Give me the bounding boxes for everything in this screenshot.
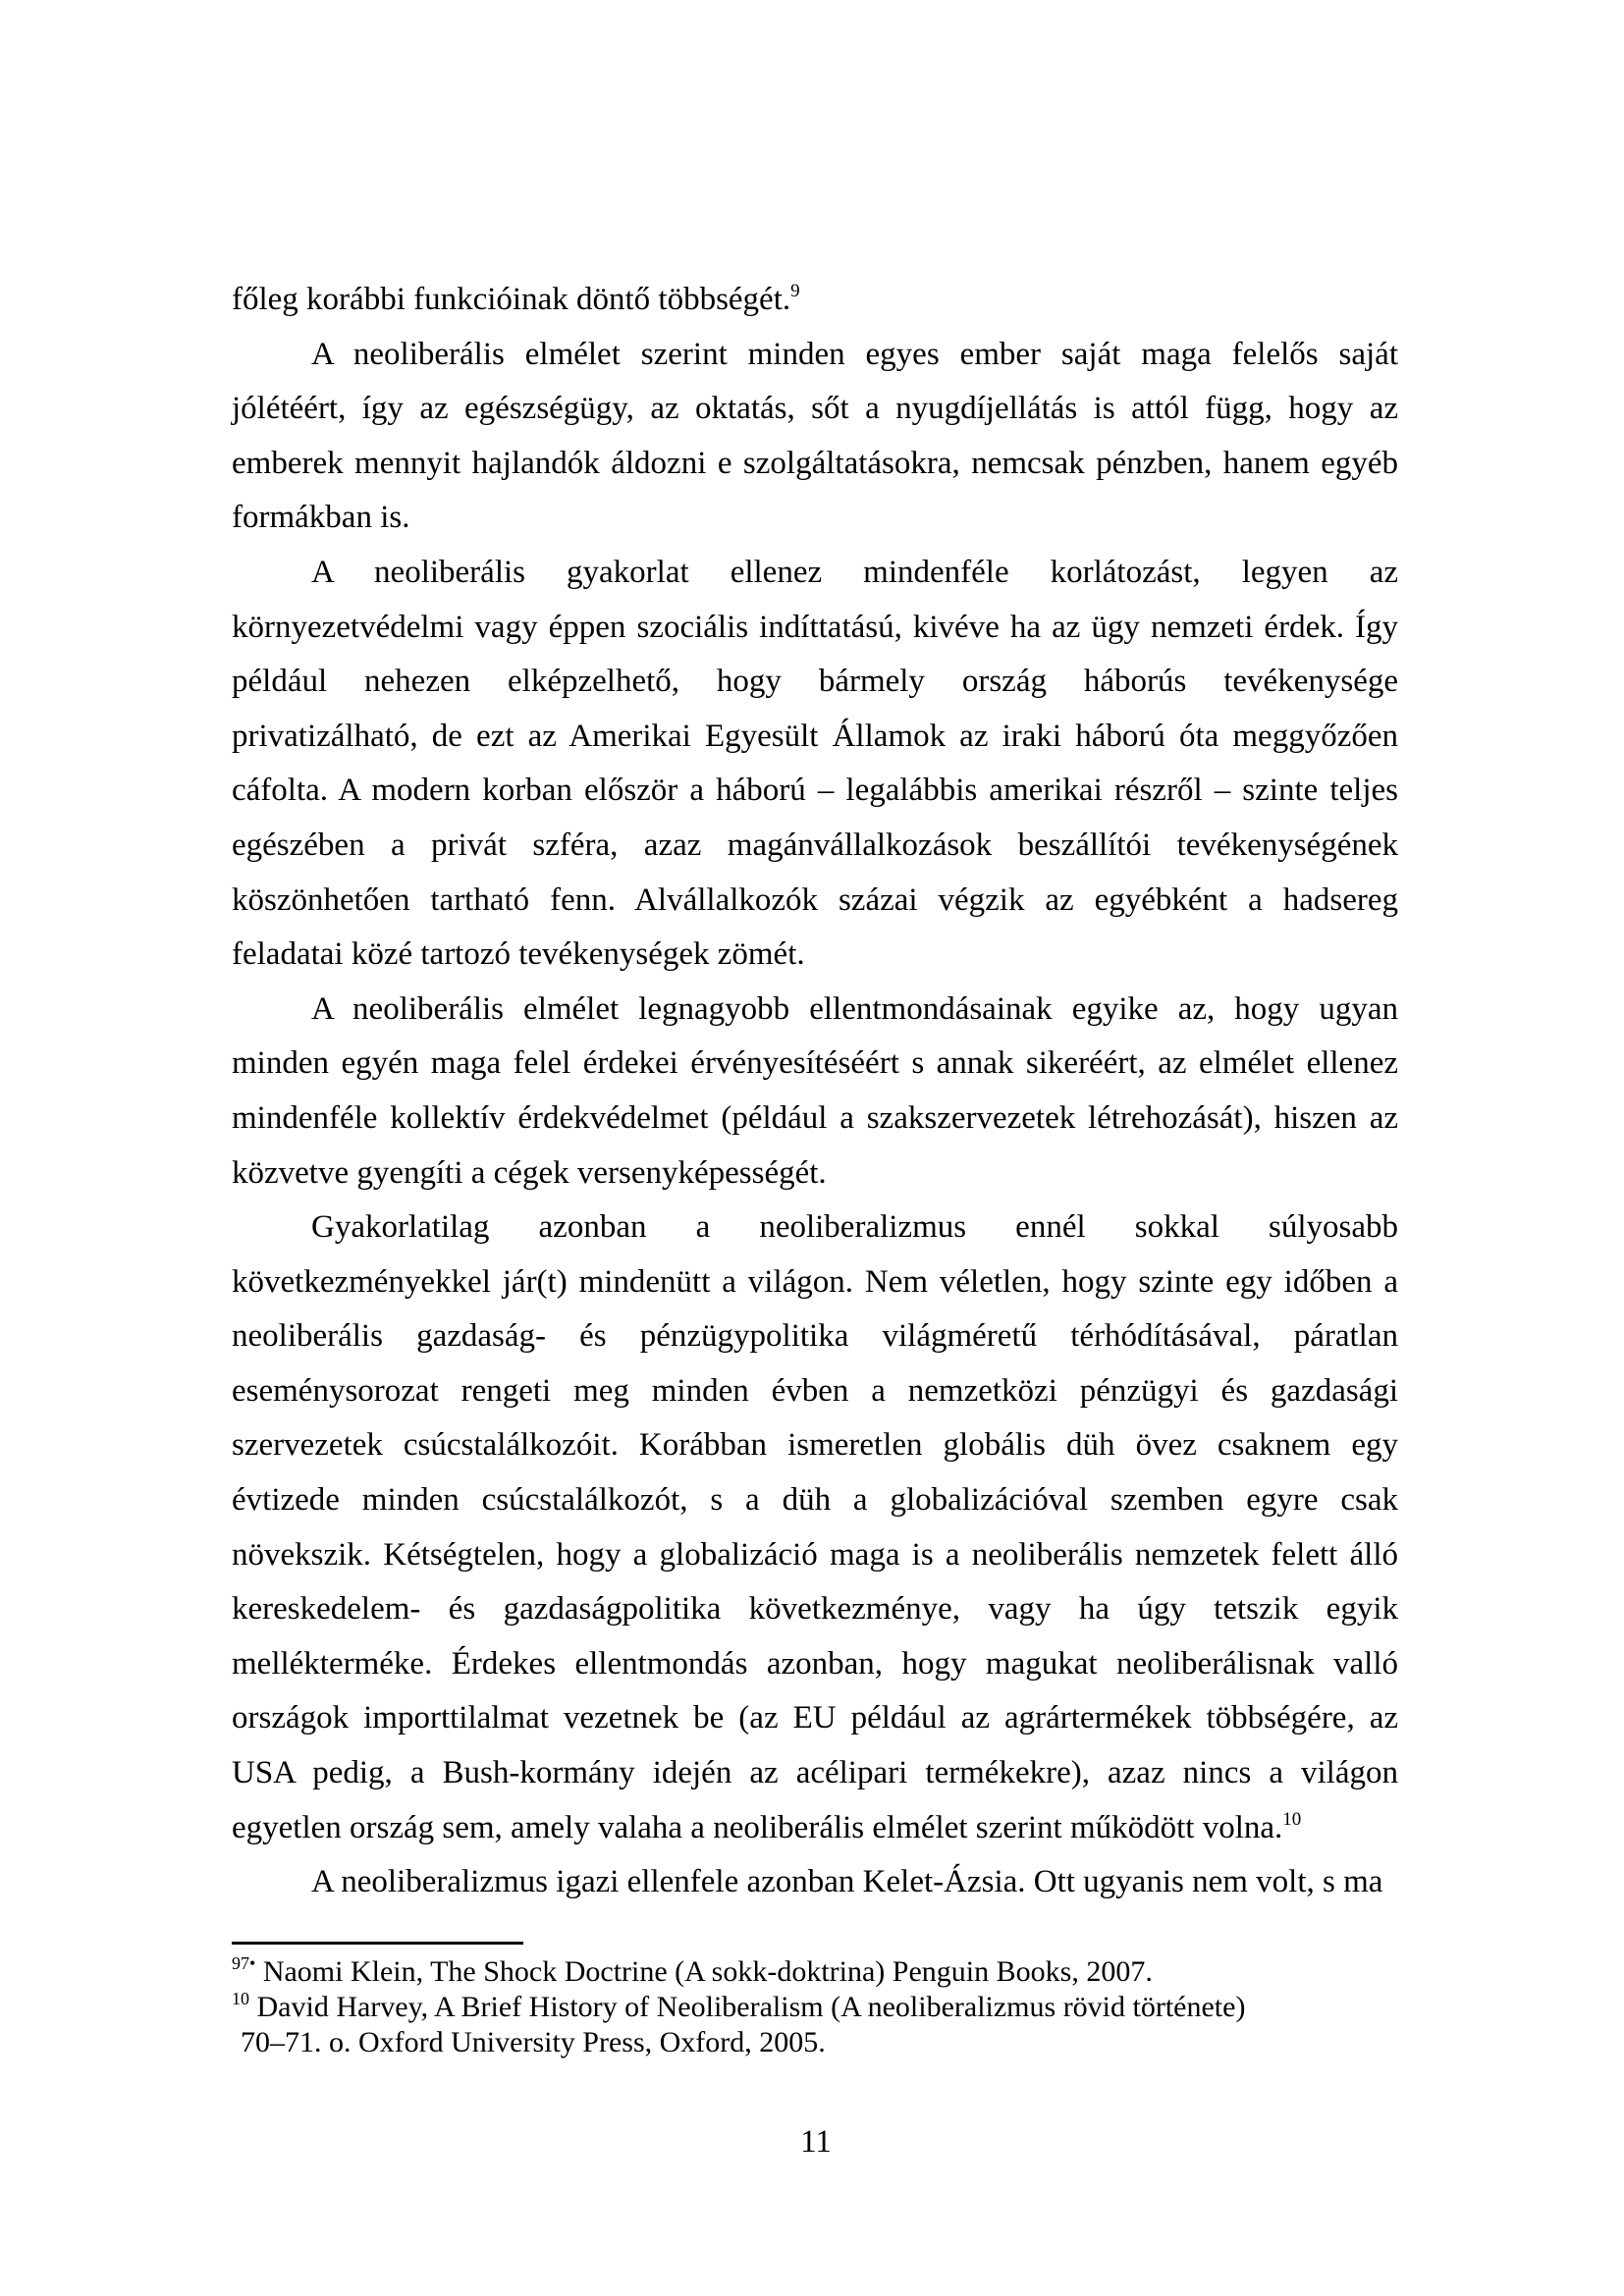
footnote <box>232 1954 1398 1990</box>
line-text: neoliberális gazdaság- és pénzügypolitika világméretű térhódításával, páratlan <box>232 1318 1398 1355</box>
text-line <box>232 1473 1398 1528</box>
footnote-line <box>232 1954 1398 1990</box>
line-text: közvetve gyengíti a cégek versenyképességét. <box>232 1154 827 1191</box>
line-text: kereskedelem- és gazdaságpolitika következménye, vagy ha úgy tetszik egyik <box>232 1591 1398 1628</box>
paragraph <box>232 328 1398 546</box>
footnote-mark: 10 <box>232 1989 249 2008</box>
footnote-text: David Harvey, A Brief History of Neoliberalism (A neoliberalizmus rövid története) <box>256 1991 1246 2023</box>
line-text: emberek mennyit hajlandók áldozni e szolgáltatásokra, nemcsak pénzben, hanem egyéb <box>232 445 1398 481</box>
footnote-text: Naomi Klein, The Shock Doctrine (A sokk-doktrina) Penguin Books, 2007. <box>262 1955 1153 1988</box>
line-text: következményekkel jár(t) mindenütt a világon. Nem véletlen, hogy szinte egy időben a <box>232 1263 1398 1300</box>
line-text: A neoliberalizmus igazi ellenfele azonban Kelet-Ázsia. Ott ugyanis nem volt, s ma <box>311 1864 1383 1900</box>
line-text: környezetvédelmi vagy éppen szociális indíttatású, kivéve ha az ügy nemzeti érdek. Így <box>232 609 1398 645</box>
line-text: főleg korábbi funkcióinak döntő többségét. <box>232 282 791 317</box>
line-text: mindenféle kollektív érdekvédelmet (például a szakszervezetek létrehozását), hiszen az <box>232 1099 1398 1136</box>
text-line <box>232 928 1398 983</box>
line-text: mellékterméke. Érdekes ellentmondás azonban, hogy magukat neoliberálisnak valló <box>232 1645 1398 1682</box>
text-line <box>232 273 1398 328</box>
paragraph <box>232 1855 1398 1910</box>
text-line <box>232 1037 1398 1092</box>
text-line <box>232 546 1398 601</box>
text-line <box>232 1582 1398 1637</box>
footnote <box>232 1990 1398 2060</box>
paragraph <box>232 983 1398 1201</box>
text-line <box>232 1364 1398 1419</box>
line-text: cáfolta. A modern korban először a háború – legalábbis amerikai részről – szinte teljes <box>232 773 1398 809</box>
text-line <box>232 328 1398 383</box>
line-text: minden egyén maga felel érdekei érvényesítéséért s annak sikeréért, az elmélet ellenez <box>232 1045 1398 1082</box>
line-text: feladatai közé tartozó tevékenységek zömét. <box>232 936 805 973</box>
text-line <box>232 1092 1398 1147</box>
text-line <box>232 1201 1398 1255</box>
line-text: Gyakorlatilag azonban a neoliberalizmus ennél sokkal súlyosabb <box>311 1209 1398 1246</box>
text-line <box>232 1418 1398 1473</box>
text-line <box>232 1637 1398 1692</box>
line-text: évtizede minden csúcstalálkozót, s a düh a globalizációval szemben egyre csak <box>232 1482 1398 1519</box>
line-text: köszönhetően tartható fenn. Alvállalkozók százai végzik az egyébként a hadsereg <box>232 881 1398 918</box>
line-text: A neoliberális gyakorlat ellenez mindenféle korlátozást, legyen az <box>311 554 1398 590</box>
text-line <box>232 764 1398 819</box>
text-line <box>232 601 1398 656</box>
text-line <box>232 1147 1398 1201</box>
line-text: jólétéért, így az egészségügy, az oktatás, sőt a nyugdíjellátás is attól függ, hogy az <box>232 391 1398 427</box>
line-text: például nehezen elképzelhető, hogy bármely ország háborús tevékenysége <box>232 664 1398 700</box>
text-line <box>232 1528 1398 1583</box>
footnote-line <box>232 2025 1398 2060</box>
paragraph <box>232 273 1398 328</box>
text-line <box>232 655 1398 710</box>
text-line <box>232 983 1398 1038</box>
text-line <box>232 437 1398 492</box>
text-line <box>232 819 1398 874</box>
line-text: növekszik. Kétségtelen, hogy a globalizáció maga is a neoliberális nemzetek felett álló <box>232 1536 1398 1573</box>
line-text: A neoliberális elmélet legnagyobb ellentmondásainak egyike az, hogy ugyan <box>311 990 1398 1027</box>
footnote-mark: 97• <box>232 1953 256 1973</box>
line-text: formákban is. <box>232 500 410 536</box>
text-line <box>232 1309 1398 1364</box>
footnote-separator <box>232 1942 523 1945</box>
footnotes <box>232 1954 1398 2060</box>
line-text: szervezetek csúcstalálkozóit. Korábban ismeretlen globális düh övez csaknem egy <box>232 1427 1398 1464</box>
line-text: országok importtilalmat vezetnek be (az EU például az agrártermékek többségére, az <box>232 1700 1398 1736</box>
text-line <box>232 382 1398 437</box>
line-text: A neoliberális elmélet szerint minden egyes ember saját maga felelős saját <box>311 336 1398 372</box>
text-line <box>232 1801 1398 1856</box>
footnote-text: 70–71. o. Oxford University Press, Oxford, 2005. <box>241 2026 826 2058</box>
text-line <box>232 1691 1398 1746</box>
text-line <box>232 710 1398 765</box>
footnote-reference[interactable]: 10 <box>1282 1808 1302 1830</box>
line-text: USA pedig, a Bush-kormány idején az acélipari termékekre), azaz nincs a világon <box>232 1755 1398 1791</box>
line-text: egészében a privát szféra, azaz magánvállalkozások beszállítói tevékenységének <box>232 827 1398 863</box>
line-text: egyetlen ország sem, amely valaha a neoliberális elmélet szerint működött volna. <box>232 1809 1283 1845</box>
paragraph <box>232 1201 1398 1855</box>
footnote-line <box>232 1990 1398 2025</box>
text-line <box>232 874 1398 929</box>
text-line <box>232 491 1398 546</box>
page-number: 11 <box>800 2124 832 2160</box>
text-line <box>232 1746 1398 1801</box>
text-line <box>232 1855 1398 1910</box>
body-text <box>232 273 1398 1910</box>
text-line <box>232 1255 1398 1310</box>
line-text: privatizálható, de ezt az Amerikai Egyesült Államok az iraki háború óta meggyőzően <box>232 718 1398 754</box>
paragraph <box>232 546 1398 983</box>
footnote-reference[interactable]: 9 <box>790 281 800 301</box>
line-text: eseménysorozat rengeti meg minden évben a nemzetközi pénzügyi és gazdasági <box>232 1372 1398 1409</box>
